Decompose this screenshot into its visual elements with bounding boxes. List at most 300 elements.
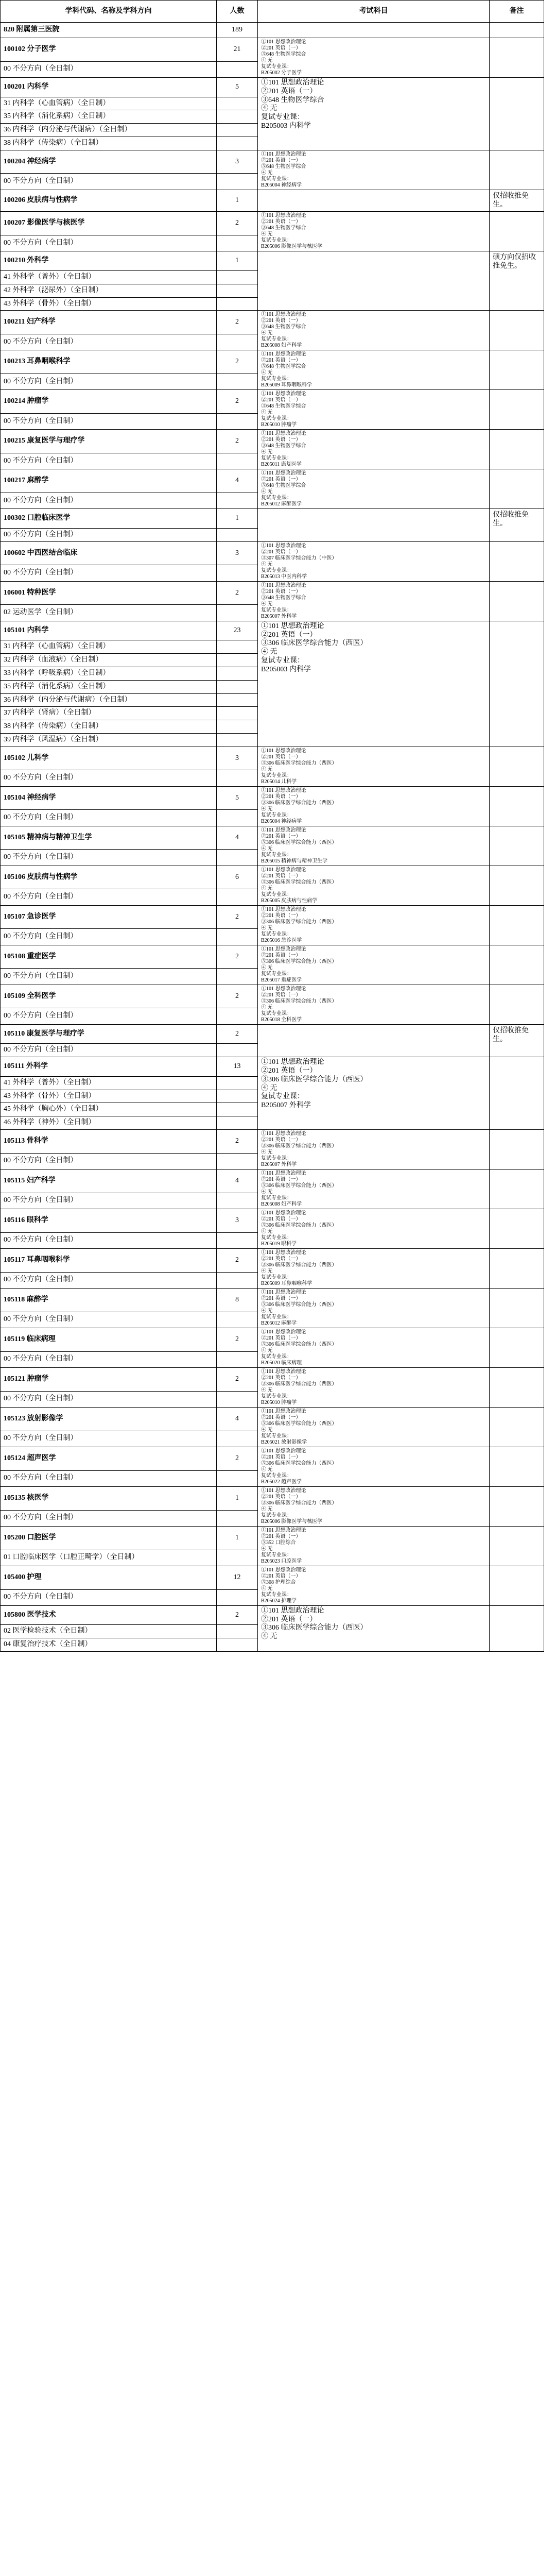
enrollment-count: 1 <box>217 1486 258 1510</box>
exam-subjects: ①101 思想政治理论 ②201 英语（一） ③308 护理综合 ④ 无 复试专业课： B205024 护理学 <box>258 1566 490 1605</box>
direction-name: 00 不分方向（全日制） <box>1 374 217 390</box>
enrollment-count <box>217 1153 258 1169</box>
exam-subjects: ①101 思想政治理论 ②201 英语（一） ③306 临床医学综合能力（西医） ④ 无 复试专业课： B205016 急诊医学 <box>258 905 490 945</box>
direction-name: 00 不分方向（全日制） <box>1 889 217 905</box>
direction-name: 33 内科学（呼吸系病）（全日制） <box>1 667 217 680</box>
direction-name: 02 运动医学（全日制） <box>1 605 217 621</box>
subject-name: 105104 神经病学 <box>1 786 217 810</box>
subject-row <box>1 985 544 1008</box>
subject-name: 105123 放射影像学 <box>1 1407 217 1431</box>
enrollment-count <box>217 1470 258 1486</box>
enrollment-count <box>217 124 258 137</box>
direction-name: 32 内科学（血液病）（全日制） <box>1 654 217 667</box>
exam-subjects: ①101 思想政治理论 ②201 英语（一） ③648 生物医学综合 ④ 无 复试专业课： B205012 麻醉医学 <box>258 469 490 509</box>
enrollment-count <box>217 284 258 297</box>
subject-name: 105200 口腔医学 <box>1 1526 217 1550</box>
exam-subjects: ①101 思想政治理论 ②201 英语（一） ③306 临床医学综合能力（西医） ④ 无 复试专业课： B205007 外科学 <box>258 1129 490 1169</box>
subject-row <box>1 469 544 493</box>
enrollment-count <box>217 453 258 469</box>
direction-name: 00 不分方向（全日制） <box>1 414 217 430</box>
subject-name: 105110 康复医学与理疗学 <box>1 1024 217 1044</box>
note <box>490 1407 544 1447</box>
enrollment-count: 1 <box>217 1526 258 1550</box>
direction-name: 41 外科学（普外）（全日制） <box>1 270 217 284</box>
exam-subjects <box>258 509 490 541</box>
note <box>490 1248 544 1288</box>
direction-name: 38 内科学（传染病）（全日制） <box>1 720 217 734</box>
exam-subjects: ①101 思想政治理论 ②201 英语（一） ③648 生物医学综合 ④ 无 复试专业课： B205008 妇产科学 <box>258 311 490 350</box>
enrollment-count <box>217 1351 258 1367</box>
note <box>490 985 544 1024</box>
enrollment-count <box>217 640 258 654</box>
enrollment-count <box>217 414 258 430</box>
exam-subjects: ①101 思想政治理论 ②201 英语（一） ③306 临床医学综合能力（西医） ④ 无 复试专业课： B205008 妇产科学 <box>258 1169 490 1209</box>
enrollment-count: 2 <box>217 1024 258 1044</box>
exam-subjects: ①101 思想政治理论 ②201 英语（一） ③352 口腔综合 ④ 无 复试专业课： B205023 口腔医学 <box>258 1526 490 1566</box>
header-count: 人数 <box>217 1 258 23</box>
enrollment-count <box>217 770 258 786</box>
enrollment-count <box>217 270 258 284</box>
subject-row <box>1 945 544 969</box>
note: 仅招收推免生。 <box>490 1024 544 1057</box>
exam-subjects: ①101 思想政治理论 ②201 英语（一） ③306 临床医学综合能力（西医） ④ 无 复试专业课： B205018 全科医学 <box>258 985 490 1024</box>
subject-row <box>1 23 544 38</box>
direction-name: 31 内科学（心血管病）（全日制） <box>1 97 217 110</box>
direction-name: 00 不分方向（全日制） <box>1 1153 217 1169</box>
direction-name: 00 不分方向（全日制） <box>1 1391 217 1407</box>
note <box>490 430 544 469</box>
enrollment-count <box>217 1076 258 1090</box>
enrollment-count <box>217 1008 258 1024</box>
exam-subjects: ①101 思想政治理论 ②201 英语（一） ③306 临床医学综合能力（西医） ④ 无 复试专业课： B205015 精神病与精神卫生学 <box>258 826 490 866</box>
direction-name: 35 内科学（消化系病）（全日制） <box>1 680 217 693</box>
exam-subjects: ①101 思想政治理论 ②201 英语（一） ③648 生物医学综合 ④ 无 复试专业课： B205004 神经病学 <box>258 150 490 190</box>
exam-subjects: ①101 思想政治理论 ②201 英语（一） ③306 临床医学综合能力（西医） ④ 无 复试专业课： B205003 内科学 <box>258 621 490 747</box>
exam-subjects <box>258 1024 490 1057</box>
enrollment-count <box>217 1312 258 1328</box>
note <box>490 311 544 350</box>
enrollment-count <box>217 733 258 747</box>
enrollment-count <box>217 1589 258 1605</box>
exam-subjects <box>258 251 490 311</box>
subject-name: 100302 口腔临床医学 <box>1 509 217 529</box>
note <box>490 1447 544 1486</box>
subject-name: 100211 妇产科学 <box>1 311 217 334</box>
enrollment-count <box>217 1510 258 1526</box>
subject-name: 100214 肿瘤学 <box>1 390 217 414</box>
direction-name: 04 康复治疗技术（全日制） <box>1 1638 217 1652</box>
note <box>490 23 544 38</box>
note: 仅招收推免生。 <box>490 509 544 541</box>
enrollment-count <box>217 1625 258 1638</box>
enrollment-count: 2 <box>217 1605 258 1625</box>
direction-name: 00 不分方向（全日制） <box>1 61 217 77</box>
subject-row <box>1 430 544 453</box>
subject-row <box>1 311 544 334</box>
subject-row <box>1 1328 544 1351</box>
subject-name: 105113 骨科学 <box>1 1129 217 1153</box>
note <box>490 747 544 786</box>
note <box>490 1605 544 1651</box>
enrollment-count: 8 <box>217 1288 258 1312</box>
direction-name: 43 外科学（骨外）（全日制） <box>1 1090 217 1103</box>
direction-name: 01 口腔临床医学（口腔正畸学）（全日制） <box>1 1550 217 1566</box>
enrollment-count <box>217 680 258 693</box>
direction-name: 00 不分方向（全日制） <box>1 1044 217 1057</box>
note <box>490 38 544 78</box>
exam-subjects: ①101 思想政治理论 ②201 英语（一） ③306 临床医学综合能力（西医） ④ 无 复试专业课： B205021 放射影像学 <box>258 1407 490 1447</box>
subject-name: 106001 特种医学 <box>1 581 217 605</box>
subject-name: 100201 内科学 <box>1 78 217 97</box>
enrollment-count: 2 <box>217 212 258 235</box>
enrollment-count: 4 <box>217 1169 258 1193</box>
note <box>490 390 544 430</box>
exam-subjects: ①101 思想政治理论 ②201 英语（一） ③648 生物医学综合 ④ 无 复试专业课： B205003 内科学 <box>258 78 490 150</box>
enrollment-count: 2 <box>217 430 258 453</box>
exam-subjects: ①101 思想政治理论 ②201 英语（一） ③306 临床医学综合能力（西医） ④ 无 复试专业课： B205006 影像医学与核医学 <box>258 1486 490 1526</box>
exam-subjects: ①101 思想政治理论 ②201 英语（一） ③306 临床医学综合能力（西医） ④ 无 复试专业课： B205020 临床病理 <box>258 1328 490 1367</box>
enrollment-count <box>217 1232 258 1248</box>
subject-row <box>1 212 544 235</box>
direction-name: 00 不分方向（全日制） <box>1 1008 217 1024</box>
subject-name: 105101 内科学 <box>1 621 217 640</box>
subject-row <box>1 581 544 605</box>
note <box>490 150 544 190</box>
direction-name: 00 不分方向（全日制） <box>1 1510 217 1526</box>
enrollment-count <box>217 97 258 110</box>
subject-row <box>1 1209 544 1232</box>
enrollment-count <box>217 174 258 190</box>
enrollment-count <box>217 1116 258 1130</box>
subject-name: 105124 超声医学 <box>1 1447 217 1470</box>
direction-name: 43 外科学（骨外）（全日制） <box>1 297 217 311</box>
subject-row <box>1 905 544 929</box>
direction-name: 00 不分方向（全日制） <box>1 453 217 469</box>
direction-name: 45 外科学（胸心外）（全日制） <box>1 1103 217 1116</box>
subject-name: 105108 重症医学 <box>1 945 217 969</box>
enrollment-count: 21 <box>217 38 258 62</box>
table-body <box>1 23 544 1652</box>
direction-name: 00 不分方向（全日制） <box>1 969 217 985</box>
enrollment-count <box>217 720 258 734</box>
exam-subjects: ①101 思想政治理论 ②201 英语（一） ③306 临床医学综合能力（西医） ④ 无 复试专业课： B205005 皮肤病与性病学 <box>258 866 490 905</box>
enrollment-count <box>217 1193 258 1209</box>
enrollment-count <box>217 605 258 621</box>
direction-name: 36 内科学（内分泌与代谢病）（全日制） <box>1 693 217 707</box>
enrollment-count: 1 <box>217 251 258 271</box>
subject-name: 105107 急诊医学 <box>1 905 217 929</box>
enrollment-count <box>217 1044 258 1057</box>
enrollment-count: 2 <box>217 985 258 1008</box>
note <box>490 541 544 581</box>
exam-subjects: ①101 思想政治理论 ②201 英语（一） ③306 临床医学综合能力（西医） ④ 无 复试专业课： B205007 外科学 <box>258 1057 490 1130</box>
enrollment-count: 2 <box>217 1248 258 1272</box>
direction-name: 00 不分方向（全日制） <box>1 565 217 581</box>
enrollment-count <box>217 1090 258 1103</box>
enrollment-count: 6 <box>217 866 258 889</box>
note <box>490 1367 544 1407</box>
note <box>490 581 544 621</box>
subject-row <box>1 541 544 565</box>
enrollment-count: 5 <box>217 786 258 810</box>
enrollment-count: 2 <box>217 1328 258 1351</box>
direction-name: 00 不分方向（全日制） <box>1 334 217 350</box>
enrollment-count: 12 <box>217 1566 258 1589</box>
enrollment-count <box>217 137 258 150</box>
subject-name: 105116 眼科学 <box>1 1209 217 1232</box>
subject-name: 105106 皮肤病与性病学 <box>1 866 217 889</box>
subject-row <box>1 150 544 174</box>
direction-name: 37 内科学（肾病）（全日制） <box>1 707 217 720</box>
header-exam: 考试科目 <box>258 1 490 23</box>
enrollment-count <box>217 297 258 311</box>
enrollment-count <box>217 493 258 509</box>
enrollment-count: 2 <box>217 1447 258 1470</box>
enrollment-count: 2 <box>217 311 258 334</box>
table-header-row <box>1 1 544 23</box>
exam-subjects: ①101 思想政治理论 ②201 英语（一） ③306 临床医学综合能力（西医） ④ 无 复试专业课： B205019 眼科学 <box>258 1209 490 1248</box>
exam-subjects: ①101 思想政治理论 ②201 英语（一） ③648 生物医学综合 ④ 无 复试专业课： B205002 分子医学 <box>258 38 490 78</box>
enrollment-count: 189 <box>217 23 258 38</box>
subject-name: 100215 康复医学与理疗学 <box>1 430 217 453</box>
direction-name: 00 不分方向（全日制） <box>1 929 217 945</box>
subject-row <box>1 826 544 850</box>
enrollment-count <box>217 528 258 541</box>
exam-subjects: ①101 思想政治理论 ②201 英语（一） ③306 临床医学综合能力（西医） ④ 无 复试专业课： B205010 肿瘤学 <box>258 1367 490 1407</box>
subject-name: 100206 皮肤病与性病学 <box>1 190 217 212</box>
subject-name: 100204 神经病学 <box>1 150 217 174</box>
header-note: 备注 <box>490 1 544 23</box>
subject-row <box>1 747 544 770</box>
subject-row <box>1 1024 544 1044</box>
enrollment-count: 2 <box>217 390 258 414</box>
enrollment-count: 23 <box>217 621 258 640</box>
note <box>490 786 544 826</box>
enrollment-count <box>217 565 258 581</box>
enrollment-count: 3 <box>217 541 258 565</box>
enrollment-count: 3 <box>217 747 258 770</box>
enrollment-count: 3 <box>217 150 258 174</box>
subject-row <box>1 190 544 212</box>
enrollment-count: 2 <box>217 1367 258 1391</box>
note <box>490 1566 544 1605</box>
enrollment-count: 5 <box>217 78 258 97</box>
enrollment-count <box>217 1431 258 1447</box>
direction-name: 02 医学检验技术（全日制） <box>1 1625 217 1638</box>
direction-name: 00 不分方向（全日制） <box>1 528 217 541</box>
subject-row <box>1 1288 544 1312</box>
subject-name: 820 附属第三医院 <box>1 23 217 38</box>
exam-subjects: ①101 思想政治理论 ②201 英语（一） ③306 临床医学综合能力（西医） ④ 无 复试专业课： B205017 重症医学 <box>258 945 490 985</box>
subject-row <box>1 1129 544 1153</box>
subject-row <box>1 251 544 271</box>
subject-name: 105115 妇产科学 <box>1 1169 217 1193</box>
subject-name: 105111 外科学 <box>1 1057 217 1077</box>
subject-name: 100213 耳鼻咽喉科学 <box>1 350 217 374</box>
note <box>490 78 544 150</box>
note: 仅招收推免生。 <box>490 190 544 212</box>
subject-name: 105800 医学技术 <box>1 1605 217 1625</box>
exam-subjects: ①101 思想政治理论 ②201 英语（一） ③306 临床医学综合能力（西医） ④ 无 复试专业课： B205009 耳鼻咽喉科学 <box>258 1248 490 1288</box>
subject-row <box>1 1169 544 1193</box>
enrollment-count <box>217 810 258 826</box>
subject-row <box>1 1526 544 1550</box>
enrollment-count: 2 <box>217 945 258 969</box>
exam-subjects <box>258 190 490 212</box>
subject-name: 100602 中西医结合临床 <box>1 541 217 565</box>
direction-name: 00 不分方向（全日制） <box>1 174 217 190</box>
enrollment-count <box>217 374 258 390</box>
direction-name: 00 不分方向（全日制） <box>1 1193 217 1209</box>
subject-row <box>1 1566 544 1589</box>
note <box>490 1129 544 1169</box>
exam-subjects: ①101 思想政治理论 ②201 英语（一） ③648 生物医学综合 ④ 无 复试专业课： B205009 耳鼻咽喉科学 <box>258 350 490 390</box>
enrollment-count <box>217 929 258 945</box>
enrollment-count <box>217 235 258 251</box>
enrollment-count <box>217 707 258 720</box>
note <box>490 212 544 251</box>
note <box>490 1209 544 1248</box>
enrollment-count <box>217 693 258 707</box>
direction-name: 00 不分方向（全日制） <box>1 1351 217 1367</box>
note <box>490 905 544 945</box>
direction-name: 00 不分方向（全日制） <box>1 1272 217 1288</box>
direction-name: 42 外科学（泌尿外）（全日制） <box>1 284 217 297</box>
direction-name: 00 不分方向（全日制） <box>1 1232 217 1248</box>
direction-name: 46 外科学（神外）（全日制） <box>1 1116 217 1130</box>
note <box>490 469 544 509</box>
note <box>490 1169 544 1209</box>
exam-subjects: ①101 思想政治理论 ②201 英语（一） ③648 生物医学综合 ④ 无 复试专业课： B205010 肿瘤学 <box>258 390 490 430</box>
enrollment-count <box>217 969 258 985</box>
note <box>490 826 544 866</box>
enrollment-count <box>217 1638 258 1652</box>
exam-subjects: ①101 思想政治理论 ②201 英语（一） ③648 生物医学综合 ④ 无 复试专业课： B205007 外科学 <box>258 581 490 621</box>
subject-row <box>1 1367 544 1391</box>
direction-name: 00 不分方向（全日制） <box>1 1431 217 1447</box>
subject-name: 105118 麻醉学 <box>1 1288 217 1312</box>
subject-row <box>1 786 544 810</box>
note <box>490 1486 544 1526</box>
enrollment-count: 4 <box>217 826 258 850</box>
note <box>490 621 544 747</box>
exam-subjects: ①101 思想政治理论 ②201 英语（一） ③648 生物医学综合 ④ 无 复试专业课： B205006 影像医学与核医学 <box>258 212 490 251</box>
direction-name: 00 不分方向（全日制） <box>1 1312 217 1328</box>
subject-row <box>1 1605 544 1625</box>
direction-name: 00 不分方向（全日制） <box>1 1589 217 1605</box>
enrollment-count <box>217 1391 258 1407</box>
subject-row <box>1 1057 544 1077</box>
enrollment-count <box>217 850 258 866</box>
direction-name: 31 内科学（心血管病）（全日制） <box>1 640 217 654</box>
subject-row <box>1 78 544 97</box>
enrollment-count <box>217 1272 258 1288</box>
note <box>490 350 544 390</box>
enrollment-count <box>217 110 258 124</box>
subject-name: 100217 麻醉学 <box>1 469 217 493</box>
note <box>490 1288 544 1328</box>
exam-subjects: ①101 思想政治理论 ②201 英语（一） ③306 临床医学综合能力（西医） ④ 无 复试专业课： B205014 儿科学 <box>258 747 490 786</box>
exam-subjects: ①101 思想政治理论 ②201 英语（一） ③306 临床医学综合能力（西医） ④ 无 <box>258 1605 490 1651</box>
subject-name: 100210 外科学 <box>1 251 217 271</box>
subject-row <box>1 38 544 62</box>
note: 硕方向仅招收推免生。 <box>490 251 544 311</box>
enrollment-count <box>217 1103 258 1116</box>
exam-subjects: ①101 思想政治理论 ②201 英语（一） ③307 临床医学综合能力（中医） ④ 无 复试专业课： B205013 中医内科学 <box>258 541 490 581</box>
enrollment-count: 2 <box>217 581 258 605</box>
enrollment-count <box>217 1550 258 1566</box>
enrollment-count <box>217 334 258 350</box>
subject-row <box>1 1407 544 1431</box>
enrollment-count: 3 <box>217 1209 258 1232</box>
note <box>490 1057 544 1130</box>
subject-row <box>1 390 544 414</box>
subject-row <box>1 866 544 889</box>
enrollment-count <box>217 667 258 680</box>
enrollment-count: 13 <box>217 1057 258 1077</box>
header-subject: 学科代码、名称及学科方向 <box>1 1 217 23</box>
note <box>490 945 544 985</box>
subject-row <box>1 1447 544 1470</box>
note <box>490 866 544 905</box>
subject-name: 105102 儿科学 <box>1 747 217 770</box>
subject-name: 105117 耳鼻咽喉科学 <box>1 1248 217 1272</box>
subject-name: 105135 核医学 <box>1 1486 217 1510</box>
subject-name: 100207 影像医学与核医学 <box>1 212 217 235</box>
subject-name: 105119 临床病理 <box>1 1328 217 1351</box>
direction-name: 00 不分方向（全日制） <box>1 493 217 509</box>
exam-subjects: ①101 思想政治理论 ②201 英语（一） ③306 临床医学综合能力（西医） ④ 无 复试专业课： B205012 麻醉学 <box>258 1288 490 1328</box>
note <box>490 1328 544 1367</box>
exam-subjects: ①101 思想政治理论 ②201 英语（一） ③306 临床医学综合能力（西医） ④ 无 复试专业课： B205022 超声医学 <box>258 1447 490 1486</box>
direction-name: 00 不分方向（全日制） <box>1 1470 217 1486</box>
subject-name: 105121 肿瘤学 <box>1 1367 217 1391</box>
enrollment-count: 2 <box>217 350 258 374</box>
subject-name: 105400 护理 <box>1 1566 217 1589</box>
direction-name: 36 内科学（内分泌与代谢病）（全日制） <box>1 124 217 137</box>
subject-name: 100102 分子医学 <box>1 38 217 62</box>
exam-subjects: ①101 思想政治理论 ②201 英语（一） ③648 生物医学综合 ④ 无 复试专业课： B205011 康复医学 <box>258 430 490 469</box>
direction-name: 39 内科学（风湿病）（全日制） <box>1 733 217 747</box>
direction-name: 38 内科学（传染病）（全日制） <box>1 137 217 150</box>
direction-name: 35 内科学（消化系病）（全日制） <box>1 110 217 124</box>
direction-name: 00 不分方向（全日制） <box>1 770 217 786</box>
exam-subjects: ①101 思想政治理论 ②201 英语（一） ③306 临床医学综合能力（西医） ④ 无 复试专业课： B205004 神经病学 <box>258 786 490 826</box>
direction-name: 41 外科学（普外）（全日制） <box>1 1076 217 1090</box>
enrollment-count: 4 <box>217 1407 258 1431</box>
subject-row <box>1 1248 544 1272</box>
enrollment-count <box>217 654 258 667</box>
subject-row <box>1 350 544 374</box>
subject-row <box>1 621 544 640</box>
enrollment-count <box>217 889 258 905</box>
enrollment-count: 2 <box>217 1129 258 1153</box>
enrollment-count: 2 <box>217 905 258 929</box>
enrollment-count <box>217 61 258 77</box>
subject-name: 105105 精神病与精神卫生学 <box>1 826 217 850</box>
enrollment-count: 1 <box>217 509 258 529</box>
direction-name: 00 不分方向（全日制） <box>1 810 217 826</box>
subject-name: 105109 全科医学 <box>1 985 217 1008</box>
exam-subjects <box>258 23 490 38</box>
note <box>490 1526 544 1566</box>
subject-row <box>1 509 544 529</box>
subject-row <box>1 1486 544 1510</box>
enrollment-count: 1 <box>217 190 258 212</box>
enrollment-count: 4 <box>217 469 258 493</box>
direction-name: 00 不分方向（全日制） <box>1 850 217 866</box>
direction-name: 00 不分方向（全日制） <box>1 235 217 251</box>
